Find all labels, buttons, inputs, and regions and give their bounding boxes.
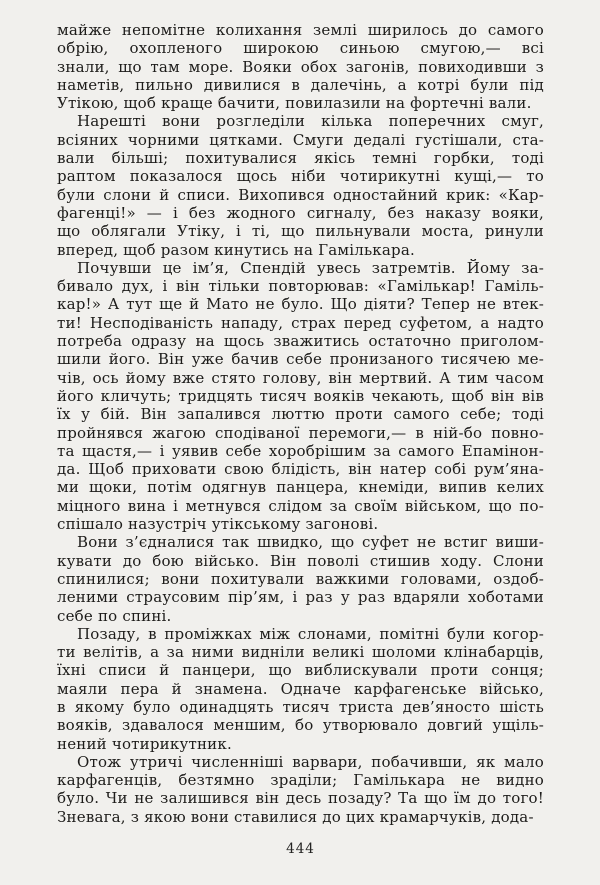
text-line: Позаду, в проміжках між слонами, помітні були когор- bbox=[77, 624, 544, 643]
text-line: ти! Несподіваність нападу, страх перед суфетом, а надто bbox=[57, 313, 544, 332]
text-line: обрію, охопленого широкою синьою смугою,— всі bbox=[57, 39, 544, 58]
text-line: вали більші; похитувалися якісь темні горбки, тоді bbox=[57, 149, 544, 168]
text-line: було. Чи не залишився він десь позаду? Та що їм до того! bbox=[57, 789, 544, 808]
text-line: наметів, пильно дивилися в далечінь, а котрі були під bbox=[57, 75, 544, 94]
text-line: раптом показалося щось ніби чотирикутні кущі,— то bbox=[57, 167, 544, 186]
text-line: Почувши це ім’я, Спендій увесь затремтів. Йому за- bbox=[77, 258, 544, 277]
text-line: да. Щоб приховати свою блідість, він натер собі рум’яна- bbox=[57, 460, 544, 479]
text-line: та щастя,— і уявив себе хоробрішим за самого Епамінон- bbox=[57, 441, 544, 460]
text-line: ми щоки, потім одягнув панцера, кнеміди, випив келих bbox=[57, 478, 544, 497]
text-line: ти велітів, а за ними видніли великі шоломи клінабарців, bbox=[57, 643, 544, 662]
text-line: вояків, здавалося меншим, бо утворювало довгий ущіль- bbox=[57, 716, 544, 735]
text-line: його кличуть; тридцять тисяч вояків чекають, щоб він вів bbox=[57, 386, 544, 405]
text-line: спішало назустріч утікському загонові. bbox=[57, 515, 379, 534]
text-line: майже непомітне колихання землі ширилось до самого bbox=[57, 21, 544, 39]
text-line: Утікою, щоб краще бачити, повилазили на фортечні вали. bbox=[57, 94, 532, 113]
text-line: потреба одразу на щось зважитись остаточно приголом- bbox=[57, 332, 544, 351]
text-line: що облягали Утіку, і ті, що пильнували моста, ринули bbox=[57, 222, 544, 241]
text-line: нений чотирикутник. bbox=[57, 734, 232, 753]
text-line: їх у бій. Він запалився люттю проти самого себе; тоді bbox=[57, 405, 544, 424]
text-line: кувати до бою військо. Він поволі стишив ходу. Слони bbox=[57, 551, 544, 570]
text-line: пройнявся жагою сподіваної перемоги,— в ній-бо повно- bbox=[57, 423, 544, 442]
page-number: 444 bbox=[286, 841, 315, 857]
text-line: в якому було одинадцять тисяч триста дев’яносто шість bbox=[57, 697, 544, 716]
text-line: маяли пера й знамена. Одначе карфагенське військо, bbox=[57, 679, 544, 698]
text-line: себе по спині. bbox=[57, 606, 172, 625]
text-line: бивало дух, і він тільки повторював: «Гамількар! Гаміль- bbox=[57, 277, 544, 296]
text-line: міцного вина і метнувся слідом за своїм військом, що по- bbox=[57, 496, 544, 515]
text-line: вперед, щоб разом кинутись на Гамількара. bbox=[57, 240, 415, 259]
text-line: їхні списи й панцери, що виблискували проти сонця; bbox=[57, 661, 544, 680]
text-line: чів, ось йому вже стято голову, він мертвий. А тим часом bbox=[57, 368, 544, 387]
text-line: шили його. Він уже бачив себе пронизаного тисячею ме- bbox=[57, 350, 544, 369]
text-line: карфагенців, безтямно зраділи; Гамількара не видно bbox=[57, 771, 544, 790]
text-line: всіяних чорними цятками. Смуги дедалі густішали, ста- bbox=[57, 130, 544, 149]
text-line: фагенці!» — і без жодного сигналу, без наказу вояки, bbox=[57, 203, 544, 222]
text-line: кар!» А тут ще й Мато не було. Що діяти? Тепер не втек- bbox=[57, 295, 544, 314]
text-line: Вони з’єдналися так швидко, що суфет не встиг виши- bbox=[77, 533, 544, 552]
text-line: Отож утричі численніші варвари, побачивши, як мало bbox=[77, 752, 544, 771]
text-line: Зневага, з якою вони ставилися до цих крамарчуків, дода- bbox=[57, 807, 534, 826]
text-line: спинилися; вони похитували важкими головами, оздоб- bbox=[57, 569, 544, 588]
text-line: знали, що там море. Вояки обох загонів, повиходивши з bbox=[57, 57, 544, 76]
text-line: Нарешті вони розгледіли кілька поперечних смуг, bbox=[77, 112, 544, 131]
text-line: були слони й списи. Вихопився одностайний крик: «Кар- bbox=[57, 185, 544, 204]
text-line: леними страусовим пір’ям, і раз у раз вдаряли хоботами bbox=[57, 588, 544, 607]
page-text bbox=[57, 21, 544, 826]
